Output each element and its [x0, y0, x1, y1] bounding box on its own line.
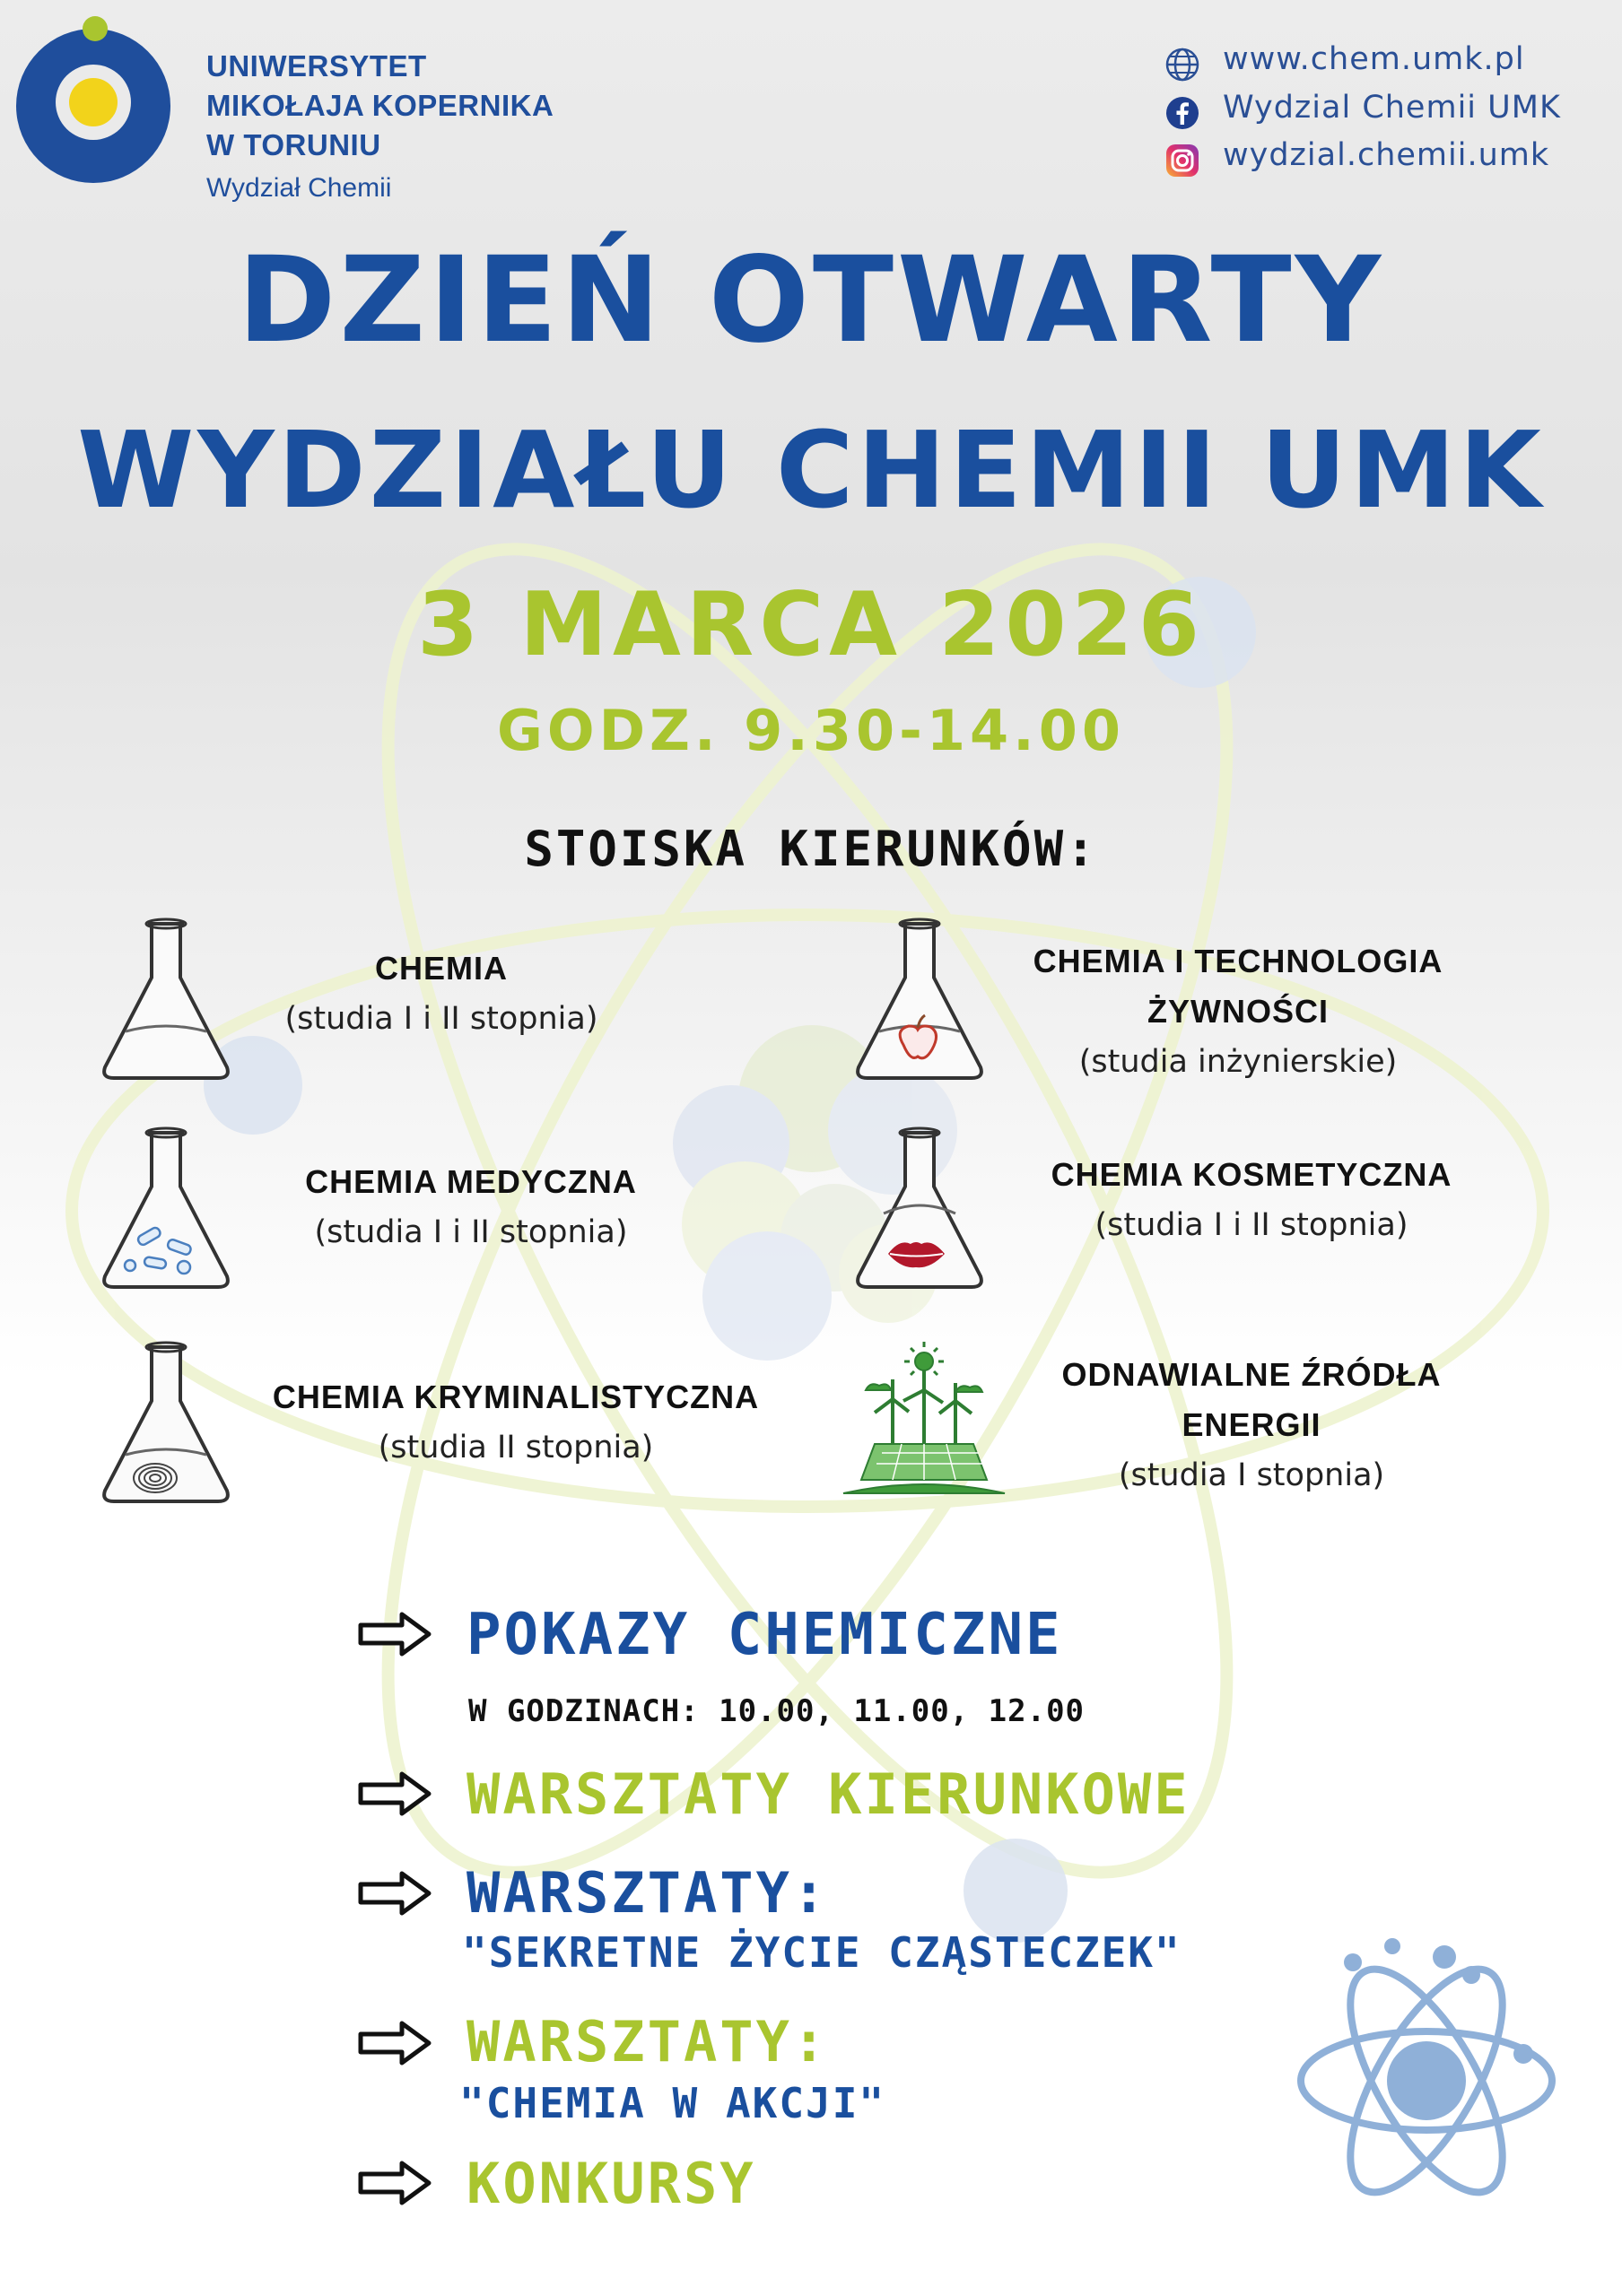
arrow-right-icon [357, 1611, 432, 1657]
program-chemia [172, 944, 711, 1044]
faculty-name: Wydział Chemii [206, 173, 392, 203]
event-contests: KONKURSY [467, 2151, 756, 2216]
program-medical-chemistry [202, 1157, 740, 1257]
program-renewable-energy [982, 1350, 1521, 1500]
arrow-right-icon [357, 1870, 432, 1917]
arrow-right-icon [357, 2020, 432, 2066]
arrow-right-icon [357, 1770, 432, 1817]
arrow-right-icon [357, 2160, 432, 2206]
flask-lips-icon [848, 1124, 991, 1294]
program-cosmetic-chemistry [982, 1150, 1521, 1250]
program-name: CHEMIA KRYMINALISTYCZNA [272, 1378, 760, 1415]
program-name-line: CHEMIA I TECHNOLOGIA [1033, 943, 1443, 979]
program-name: CHEMIA KOSMETYCZNA [1051, 1156, 1452, 1193]
program-level: (studia inżynierskie) [1078, 1044, 1398, 1080]
globe-icon [1164, 47, 1200, 83]
program-name-line: ENERGII [1182, 1406, 1321, 1443]
event-workshop-molecules-title: "SEKRETNE ŻYCIE CZĄSTECZEK" [462, 1928, 1182, 1977]
university-name [206, 47, 554, 165]
event-shows-hours: W GODZINACH: 10.00, 11.00, 12.00 [468, 1693, 1086, 1729]
event-workshop-molecules: WARSZTATY: [467, 1860, 829, 1926]
event-workshop-chemistry-title: "CHEMIA W AKCJI" [459, 2079, 886, 2127]
program-name: CHEMIA [375, 950, 508, 987]
program-level: (studia I i II stopnia) [1094, 1207, 1408, 1243]
atom-icon [1292, 1910, 1561, 2251]
event-shows: POKAZY CHEMICZNE [467, 1602, 1063, 1668]
program-food-technology [969, 936, 1507, 1087]
university-name-line: UNIWERSYTET [206, 49, 427, 83]
university-logo [13, 16, 192, 187]
university-name-line: MIKOŁAJA KOPERNIKA [206, 89, 554, 122]
instagram-icon [1164, 143, 1200, 178]
program-level: (studia I i II stopnia) [284, 1001, 598, 1037]
event-workshops-programs: WARSZTATY KIERUNKOWE [467, 1761, 1190, 1827]
program-level: (studia II stopnia) [378, 1430, 654, 1465]
contact-facebook-text: Wydzial Chemii UMK [1223, 90, 1561, 126]
program-level: (studia I stopnia) [1118, 1457, 1385, 1493]
facebook-icon [1164, 95, 1200, 131]
program-forensic-chemistry [247, 1372, 785, 1473]
university-name-line: W TORUNIU [206, 128, 381, 161]
contact-website-text: www.chem.umk.pl [1223, 41, 1525, 77]
event-workshop-chemistry: WARSZTATY: [467, 2009, 829, 2074]
page-title-line1: DZIEŃ OTWARTY [237, 231, 1385, 370]
contact-instagram-text: wydzial.chemii.umk [1223, 137, 1550, 173]
program-name-line: ŻYWNOŚCI [1147, 993, 1329, 1030]
program-level: (studia I i II stopnia) [314, 1214, 628, 1250]
stands-heading: STOISKA KIERUNKÓW: [524, 821, 1098, 877]
program-name: CHEMIA MEDYCZNA [305, 1163, 637, 1200]
page-title-line2: WYDZIAŁU CHEMII UMK [77, 408, 1545, 532]
flask-fingerprint-icon [94, 1338, 238, 1509]
event-hours: GODZ. 9.30-14.00 [497, 698, 1125, 763]
event-date: 3 MARCA 2026 [417, 574, 1205, 676]
program-name-line: ODNAWIALNE ŹRÓDŁA [1061, 1356, 1442, 1393]
